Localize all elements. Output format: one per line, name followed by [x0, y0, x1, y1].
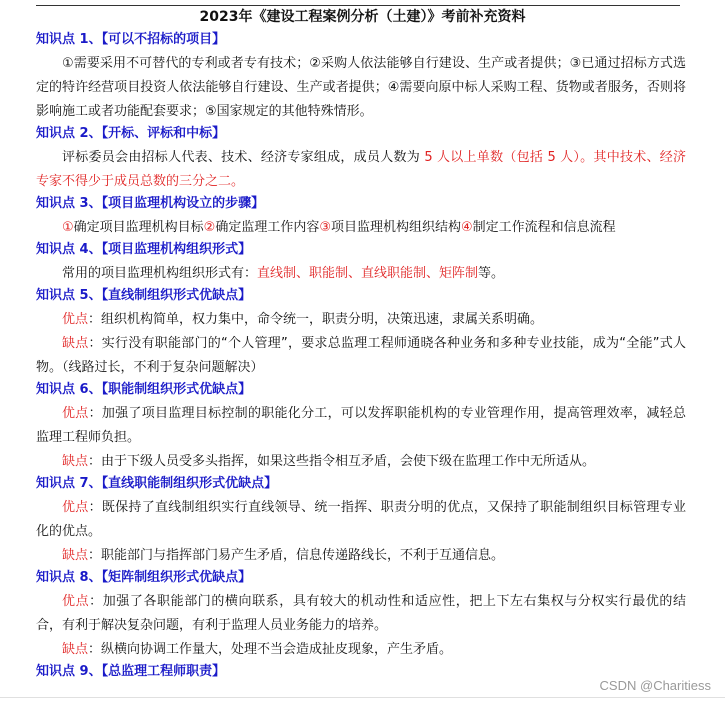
body-text: ：组织机构简单，权力集中，命令统一，职责分明，决策迅速，隶属关系明确。: [88, 312, 544, 327]
knowledge-point-heading: 知识点 8、【矩阵制组织形式优缺点】: [36, 570, 252, 585]
knowledge-point-section: [36, 474, 686, 568]
highlight-text: 优点: [62, 406, 89, 421]
highlight-text: ②: [203, 220, 216, 235]
knowledge-point-heading: 知识点 2、【开标、评标和中标】: [36, 126, 226, 141]
body-text: 制定工作流程和信息流程: [472, 220, 616, 235]
highlight-text: 直线制、职能制、直线职能制、矩阵制: [257, 266, 479, 281]
document-title: 2023年《建设工程案例分析（土建）》考前补充资料: [199, 9, 526, 25]
body-text: 确定监理工作内容: [215, 220, 320, 235]
knowledge-point-paragraph: [36, 308, 686, 332]
highlight-text: ④: [461, 220, 473, 235]
knowledge-point-heading: 知识点 7、【直线职能制组织形式优缺点】: [36, 476, 278, 491]
body-text: ：由于下级人员受多头指挥，如果这些指令相互矛盾，会使下级在监理工作中无所适从。: [88, 454, 596, 469]
knowledge-point-paragraph: [36, 496, 686, 544]
body-text: 等。: [478, 266, 505, 281]
knowledge-point-heading: 知识点 5、【直线制组织形式优缺点】: [36, 288, 252, 303]
highlight-text: 优点: [62, 312, 89, 327]
knowledge-point-paragraph: [36, 146, 686, 194]
highlight-text: 缺点: [62, 336, 89, 351]
knowledge-point-section: [36, 124, 686, 194]
body-text: 评标委员会由招标人代表、技术、经济专家组成，成员人数为: [62, 150, 425, 165]
body-text: ：纵横向协调工作量大，处理不当会造成扯皮现象，产生矛盾。: [88, 642, 453, 657]
knowledge-point-paragraph: [36, 332, 686, 380]
document-body: [36, 30, 686, 684]
body-text: ：加强了项目监理目标控制的职能化分工，可以发挥职能机构的专业管理作用，提高管理效率，减轻总监理工程师负担。: [36, 406, 686, 445]
knowledge-point-section: [36, 662, 686, 682]
knowledge-point-paragraph: [36, 262, 686, 286]
knowledge-point-heading: 知识点 3、【项目监理机构设立的步骤】: [36, 196, 265, 211]
knowledge-point-paragraph: [36, 52, 686, 124]
body-text: 常用的项目监理机构组织形式有：: [62, 266, 258, 281]
knowledge-point-section: [36, 240, 686, 286]
highlight-text: ①: [62, 220, 74, 235]
knowledge-point-paragraph: [36, 216, 686, 240]
body-text: ：实行没有职能部门的“个人管理”，要求总监理工程师通晓各种业务和多种专业技能，成为“全能”式人物。（线路过长，不利于复杂问题解决）: [36, 336, 686, 375]
knowledge-point-paragraph: [36, 544, 686, 568]
highlight-text: 优点: [62, 500, 89, 515]
highlight-text: 优点: [62, 594, 90, 609]
knowledge-point-section: [36, 568, 686, 662]
knowledge-point-heading: 知识点 4、【项目监理机构组织形式】: [36, 242, 252, 257]
knowledge-point-section: [36, 286, 686, 380]
knowledge-point-paragraph: [36, 638, 686, 662]
knowledge-point-paragraph: [36, 450, 686, 474]
highlight-text: 5 人以上单数（包括 5 人）。其中技术、经济专家不得少于成员总数的三分之二。: [36, 150, 686, 189]
knowledge-point-section: [36, 380, 686, 474]
watermark: CSDN @Charitiess: [599, 678, 711, 693]
knowledge-point-heading: 知识点 6、【职能制组织形式优缺点】: [36, 382, 252, 397]
knowledge-point-heading: 知识点 1、【可以不招标的项目】: [36, 32, 226, 47]
body-text: 项目监理机构组织结构: [331, 220, 462, 235]
knowledge-point-heading: 知识点 9、【总监理工程师职责】: [36, 664, 226, 679]
body-text: ：既保持了直线制组织实行直线领导、统一指挥、职责分明的优点，又保持了职能制组织目标管理专业化的优点。: [36, 500, 686, 539]
highlight-text: 缺点: [62, 548, 89, 563]
highlight-text: 缺点: [62, 642, 89, 657]
knowledge-point-paragraph: [36, 590, 686, 638]
body-text: ：职能部门与指挥部门易产生矛盾，信息传递路线长，不利于互通信息。: [88, 548, 505, 563]
body-text: 确定项目监理机构目标: [73, 220, 204, 235]
knowledge-point-section: [36, 30, 686, 124]
knowledge-point-paragraph: [36, 402, 686, 450]
top-rule: [36, 5, 680, 6]
body-text: ：加强了各职能部门的横向联系，具有较大的机动性和适应性，把上下左右集权与分权实行最优的结合，有利于解决复杂问题，有利于监理人员业务能力的培养。: [36, 594, 686, 633]
knowledge-point-section: [36, 194, 686, 240]
highlight-text: 缺点: [62, 454, 89, 469]
bottom-rule: [0, 697, 725, 698]
highlight-text: ③: [319, 220, 331, 235]
body-text: ①需要采用不可替代的专利或者专有技术；②采购人依法能够自行建设、生产或者提供；③已通过招标方式选定的特许经营项目投资人依法能够自行建设、生产或者提供；④需要向原中标人采购工程、货物或者服务，否则将影响施工或者功能配套要求；⑤国家规定的其他特殊情形。: [36, 56, 686, 119]
